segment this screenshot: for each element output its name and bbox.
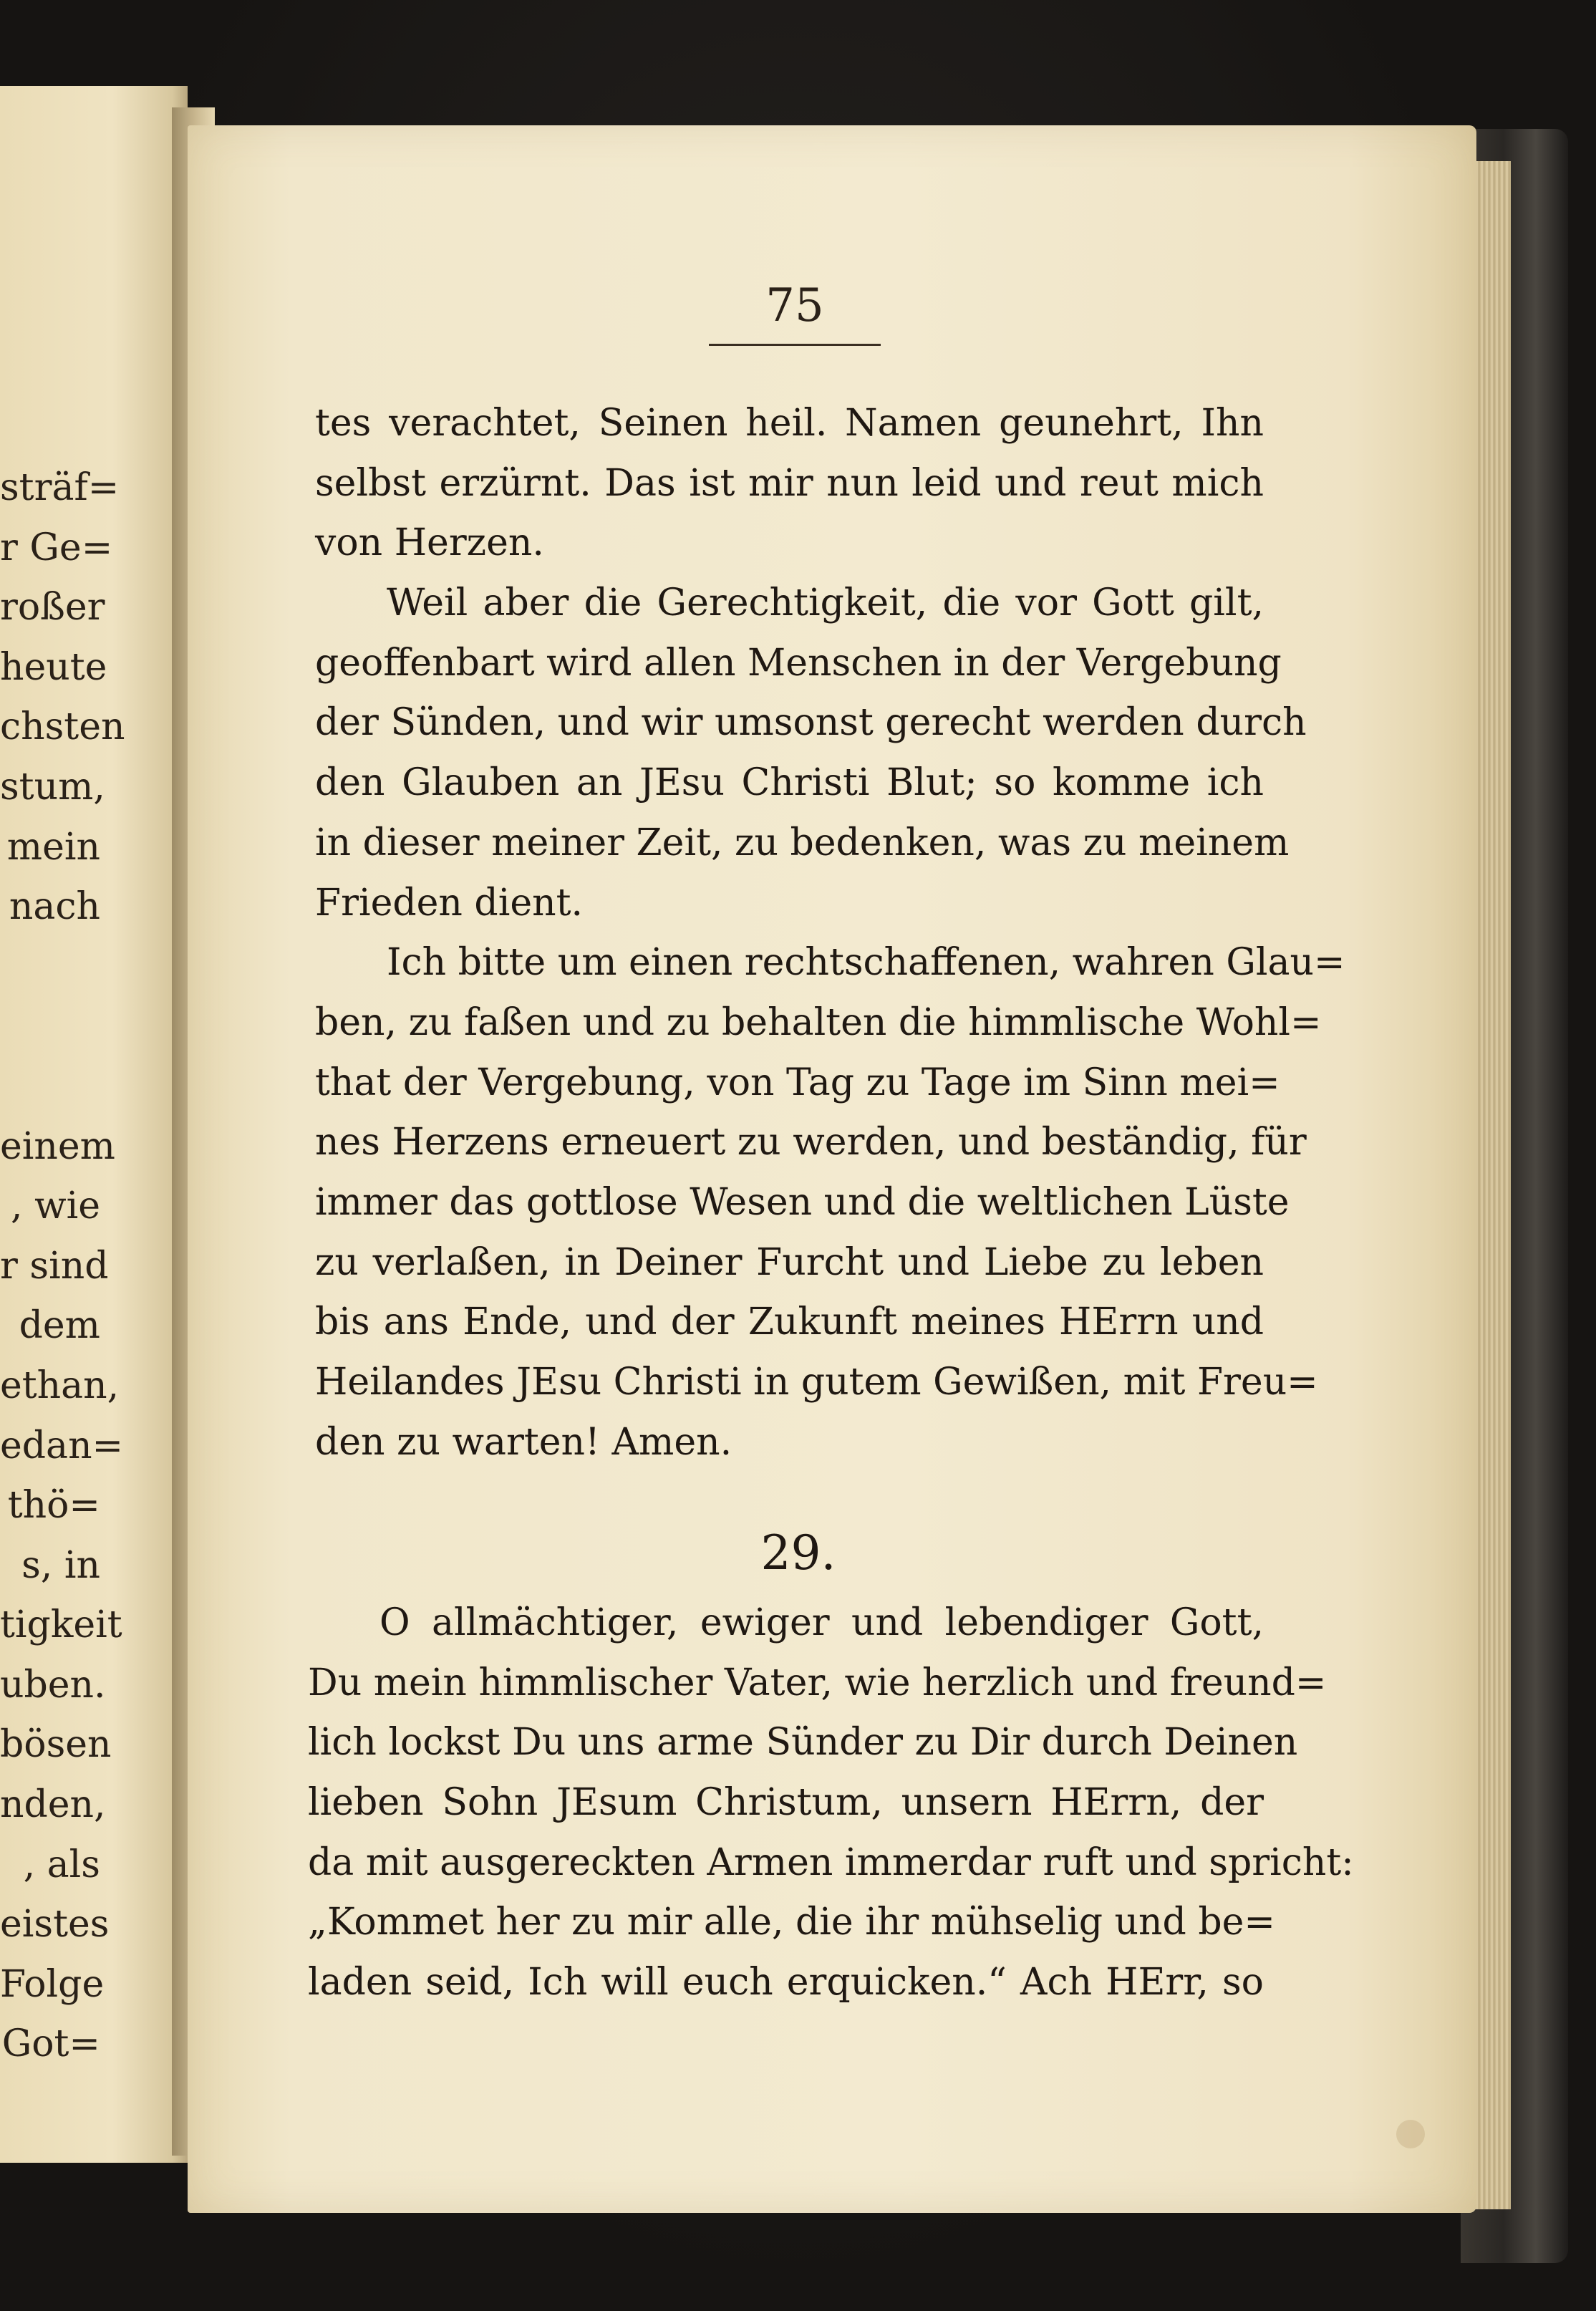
paper-stain [1396,2120,1425,2148]
previous-page-line [0,937,100,998]
text-line: lich lockst Du uns arme Sünder zu Dir durch Deinen [308,1721,1298,1765]
text-line: den zu warten! Amen. [315,1420,732,1464]
text-line: immer das gottlose Wesen und die weltlichen Lüste [315,1180,1290,1224]
previous-page-line: nden, [0,1783,106,1827]
prayer-block [308,1593,1354,2013]
section-number: 29. [760,1525,836,1581]
previous-page-line: dem [19,1304,100,1348]
previous-page-line: Folge [0,1962,105,2006]
text-line: Heilandes JEsu Christi in gutem Gewißen, mit Freu= [315,1361,1318,1404]
text-line: bis ans Ende, und der Zukunft meines HErrn und [315,1301,1264,1344]
previous-page-line: einem [0,1124,115,1168]
text-line: den Glauben an JEsu Christi Blut; so komme ich [315,761,1264,805]
previous-page-line: edan= [0,1424,124,1467]
previous-page-line [0,997,100,1057]
previous-page-line: nach [9,885,100,929]
text-line: Ich bitte um einen rechtschaffenen, wahren Glau= [387,941,1345,985]
previous-page-line: , wie [11,1185,100,1228]
text-line: Weil aber die Gerechtigkeit, die vor Gott gilt, [387,582,1264,625]
previous-page-line: s, in [21,1543,100,1587]
previous-page-line: mein [6,825,100,869]
previous-page-line [0,1057,100,1117]
previous-page-line: chsten [0,705,125,749]
text-line: O allmächtiger, ewiger und lebendiger Gott, [379,1601,1264,1644]
previous-page-line: sträf= [0,466,120,509]
text-line: that der Vergebung, von Tag zu Tage im Sinn mei= [315,1061,1280,1104]
text-line: zu verlaßen, in Deiner Furcht und Liebe zu leben [315,1240,1264,1284]
previous-page [0,86,188,2163]
page-number-rule [709,344,881,346]
text-line: Frieden dient. [315,881,584,925]
previous-page-line: stum, [0,765,105,809]
text-line: lieben Sohn JEsum Christum, unsern HErrn, der [308,1781,1264,1825]
previous-page-line: eistes [0,1903,110,1946]
page-number: 75 [765,279,824,332]
text-line: laden seid, Ich will euch erquicken.“ Ach HErr, so [308,1961,1264,2004]
previous-page-line: r sind [0,1244,109,1288]
text-line: nes Herzens erneuert zu werden, und beständig, für [315,1121,1307,1164]
previous-page-line: bösen [0,1723,112,1767]
previous-page-line: uben. [0,1663,106,1707]
text-line: der Sünden, und wir umsonst gerecht werden durch [315,701,1307,745]
text-line: da mit ausgereckten Armen immerdar ruft und spricht: [308,1840,1354,1884]
previous-page-line: thö= [7,1484,100,1528]
previous-page-line: Got= [1,2022,100,2066]
text-line: tes verachtet, Seinen heil. Namen geunehrt, Ihn [315,402,1264,445]
text-line: geoffenbart wird allen Menschen in der Vergebung [315,641,1282,685]
previous-page-line: roßer [0,586,105,629]
text-line: selbst erzürnt. Das ist mir nun leid und reut mich [315,461,1264,505]
paragraph-block [315,394,1345,1472]
previous-page-text [0,458,125,2075]
text-line: von Herzen. [315,521,544,565]
text-line: „Kommet her zu mir alle, die ihr mühselig und be= [308,1901,1275,1944]
text-line: ben, zu faßen und zu behalten die himmlische Wohl= [315,1000,1322,1044]
previous-page-line: r Ge= [0,526,113,569]
previous-page-line: ethan, [0,1364,120,1407]
text-line: in dieser meiner Zeit, zu bedenken, was zu meinem [315,821,1290,864]
text-line: Du mein himmlischer Vater, wie herzlich und freund= [308,1661,1327,1704]
previous-page-line: tigkeit [0,1603,122,1647]
previous-page-line: heute [0,645,107,689]
previous-page-line: , als [23,1843,100,1886]
